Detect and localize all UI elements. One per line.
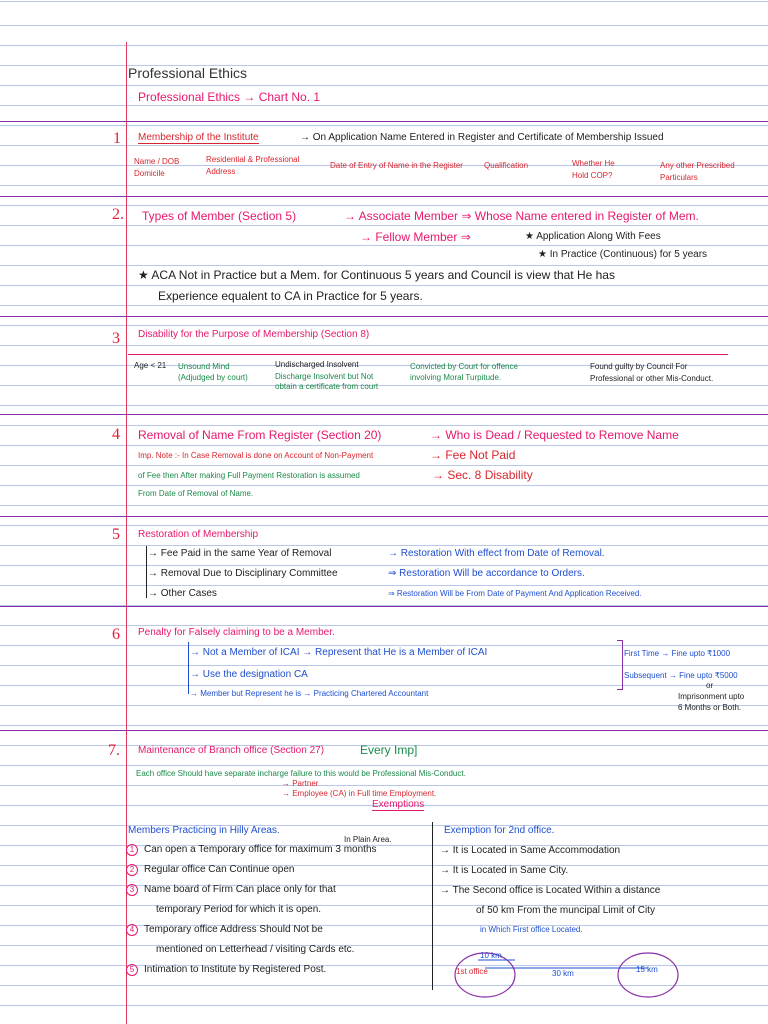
section-heading-tail: → On Application Name Entered in Register and Certificate of Membership Issued <box>300 132 664 143</box>
circled-number: 4 <box>126 924 138 936</box>
membership-particular: Any other Prescribed Particulars <box>660 161 735 182</box>
city-limit-circle <box>618 953 678 997</box>
section-heading: Disability for the Purpose of Membership (Section 8) <box>138 329 370 340</box>
hilly-areas-note: In Plain Area. <box>344 835 392 844</box>
hilly-item: Intimation to Institute by Registered Post. <box>144 964 327 975</box>
restoration-effect: ⇒ Restoration Will be From Date of Payment And Application Received. <box>388 589 642 598</box>
exemptions-heading: Exemptions <box>372 799 425 810</box>
second-office-item: → It is Located in Same Accommodation <box>440 845 621 856</box>
section-heading: Penalty for Falsely claiming to be a Member. <box>138 627 335 638</box>
section-heading-tail: Every Imp] <box>360 743 418 757</box>
section-number: 3 <box>112 330 120 347</box>
membership-particular: Residential & Professional Address <box>206 155 300 176</box>
restoration-cause: → Removal Due to Disciplinary Committee <box>148 568 338 579</box>
page-title: Professional Ethics <box>128 65 248 81</box>
membership-particular: Whether He Hold COP? <box>572 159 615 180</box>
circled-number: 1 <box>126 844 138 856</box>
fellow-member-line: → Fellow Member ⇒ <box>360 230 471 244</box>
aca-note: Experience equalent to CA in Practice for 5 years. <box>158 289 423 303</box>
hilly-item: mentioned on Letterhead / visiting Cards etc. <box>156 944 355 955</box>
section-number: 7. <box>108 742 120 759</box>
disability-item: Convicted by Court for offence involving Moral Turpitude. <box>410 362 518 382</box>
aca-note: ★ ACA Not in Practice but a Mem. for Continuous 5 years and Council is view that He has <box>138 268 615 282</box>
section-heading: Membership of the Institute <box>138 132 259 143</box>
removal-note: Imp. Note :- In Case Removal is done on Account of Non-Payment <box>138 451 374 460</box>
membership-particular: Name / DOB Domicile <box>134 157 180 178</box>
hilly-item: temporary Period for which it is open. <box>156 904 322 915</box>
hilly-item: Name board of Firm Can place only for that <box>144 884 336 895</box>
second-office-title: Exemption for 2nd office. <box>444 825 555 836</box>
penalty-item: Imprisonment upto <box>678 692 745 701</box>
hilly-item: Temporary office Address Should Not be <box>144 924 323 935</box>
section-heading: Restoration of Membership <box>138 529 259 540</box>
disability-item: Unsound Mind (Adjudged by court) <box>178 362 248 382</box>
removal-note: From Date of Removal of Name. <box>138 489 254 498</box>
penalty-item: 6 Months or Both. <box>678 703 742 712</box>
section-heading: Maintenance of Branch office (Section 27) <box>138 745 325 756</box>
incharge-item: → Employee (CA) in Full time Employment. <box>282 789 437 798</box>
second-office-item: → It is Located in Same City. <box>440 865 569 876</box>
second-office-item: in Which First office Located. <box>480 925 583 934</box>
circled-number: 5 <box>126 964 138 976</box>
membership-particular: Qualification <box>484 161 529 170</box>
fellow-condition: ★ In Practice (Continuous) for 5 years <box>538 249 708 260</box>
restoration-cause: → Fee Paid in the same Year of Removal <box>148 548 332 559</box>
hilly-item: Can open a Temporary office for maximum 3 months <box>144 844 377 855</box>
second-office-item: → The Second office is Located Within a distance <box>440 885 661 896</box>
section-heading: Removal of Name From Register (Section 20) <box>138 428 382 442</box>
penalty-case: → Not a Member of ICAI → Represent that He is a Member of ICAI <box>190 647 488 658</box>
penalty-case: → Use the designation CA <box>190 669 308 680</box>
hilly-areas-title: Members Practicing in Hilly Areas. <box>128 825 280 836</box>
removal-reasons: → Who is Dead / Requested to Remove Name <box>430 428 679 442</box>
penalty-case: → Member but Represent he is → Practicing Chartered Accountant <box>190 689 429 698</box>
section-heading: Types of Member (Section 5) <box>142 209 297 223</box>
section-number: 1 <box>113 130 121 147</box>
penalty-item: Subsequent → Fine upto ₹5000 <box>624 671 738 680</box>
fee-not-paid: → Fee Not Paid <box>430 448 516 462</box>
associate-member-line: → Associate Member ⇒ Whose Name entered in Register of Mem. <box>344 209 699 223</box>
membership-particular: Date of Entry of Name in the Register <box>330 161 463 170</box>
restoration-cause: → Other Cases <box>148 588 217 599</box>
disability-item: Age < 21 <box>134 361 167 370</box>
circled-number: 2 <box>126 864 138 876</box>
section-number: 4 <box>112 426 120 443</box>
disability-item: Discharge Insolvent but Not obtain a certificate from court <box>275 372 379 391</box>
fellow-condition: ★ Application Along With Fees <box>525 231 661 242</box>
second-office-item: of 50 km From the muncipal Limit of City <box>476 905 655 916</box>
sec8-disability: → Sec. 8 Disability <box>432 468 533 482</box>
restoration-effect: ⇒ Restoration Will be accordance to Orders. <box>388 568 585 579</box>
chart-subtitle: Professional Ethics → Chart No. 1 <box>138 90 321 104</box>
diagram-label: 30 km <box>552 969 574 978</box>
branch-note: Each office Should have separate incharge failure to this would be Professional Mis-Conduct. <box>136 769 466 778</box>
diagram-label: 1st office <box>456 967 488 976</box>
circled-number: 3 <box>126 884 138 896</box>
incharge-item: → Partner <box>282 779 319 788</box>
hilly-item: Regular office Can Continue open <box>144 864 295 875</box>
penalty-item: or <box>706 681 714 690</box>
penalty-item: First Time → Fine upto ₹1000 <box>624 649 731 658</box>
section-number: 2. <box>112 206 124 223</box>
section-number: 5 <box>112 526 120 543</box>
removal-note: of Fee then After making Full Payment Restoration is assumed <box>138 471 360 480</box>
disability-item: Found guilty by Council For Professional or other Mis-Conduct. <box>590 362 714 383</box>
disability-item: Undischarged Insolvent <box>275 360 359 369</box>
diagram-label: 15 km <box>636 965 658 974</box>
diagram-label: 10 km <box>480 951 502 960</box>
section-number: 6 <box>112 626 120 643</box>
restoration-effect: → Restoration With effect from Date of Removal. <box>388 548 605 559</box>
